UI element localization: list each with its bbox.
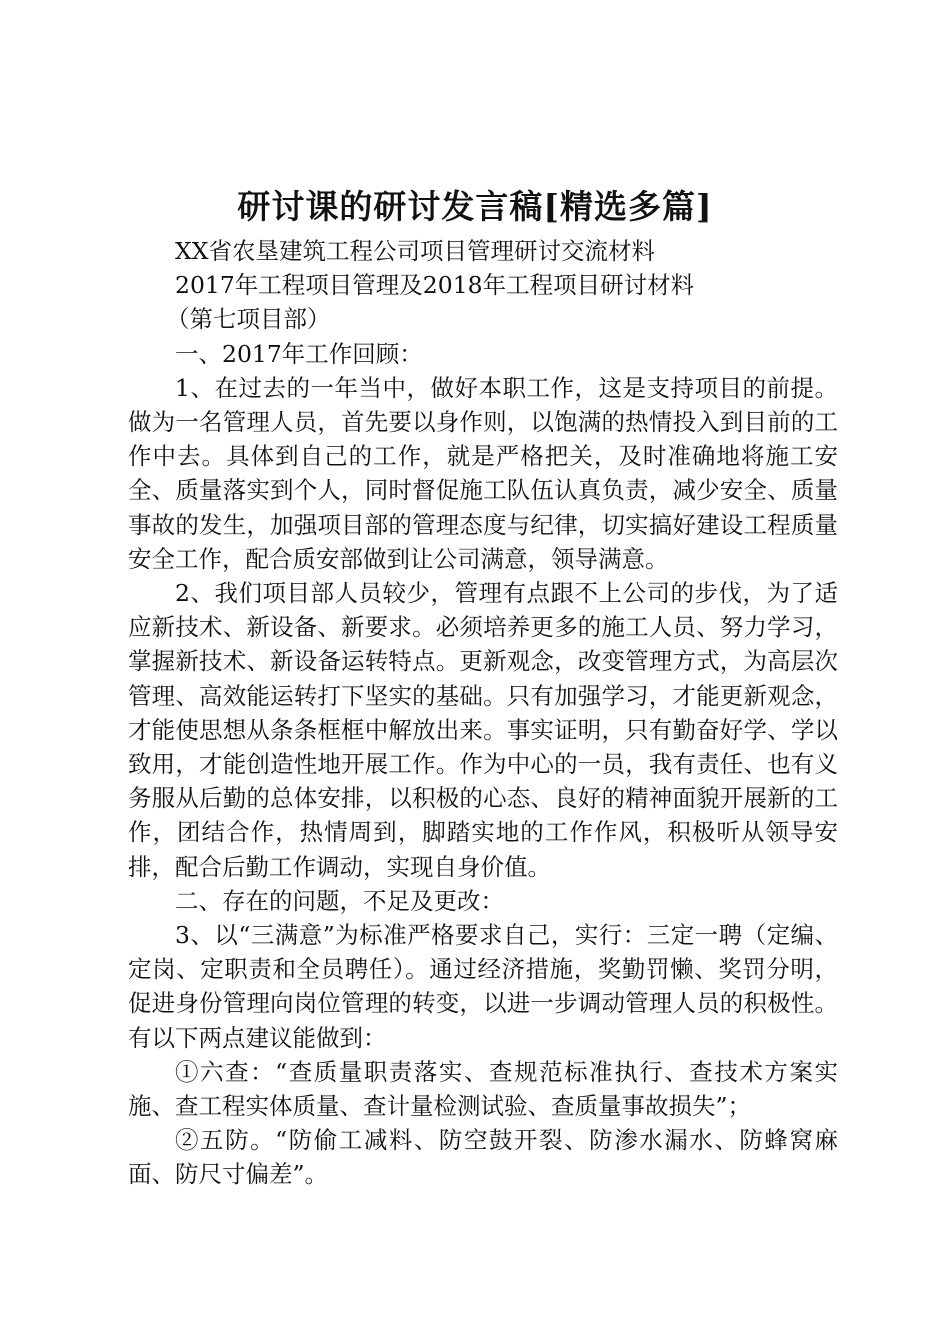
paragraph-2: 2、我们项目部人员较少，管理有点跟不上公司的步伐，为了适应新技术、新设备、新要求。必须培养更多的施工人员、努力学习，掌握新技术、新设备运转特点。更新观念，改变管理方式，为高层次管理、高效能运转打下坚实的基础。只有加强学习，才能更新观念，才能使思想从条条框框中解放出来。事实证明，只有勤奋好学、学以致用，才能创造性地开展工作。作为中心的一员，我有责任、也有义务服从后勤的总体安排，以积极的心态、良好的精神面貌开展新的工作，团结合作，热情周到，脚踏实地的工作作风，积极听从领导安排，配合后勤工作调动，实现自身价值。	[128, 579, 838, 881]
paragraph-3: 3、以“三满意”为标准严格要求自己，实行：三定一聘（定编、定岗、定职责和全员聘任）。通过经济措施，奖勤罚懒、奖罚分明，促进身份管理向岗位管理的转变，以进一步调动管理人员的积极性。有以下两点建议能做到：	[128, 921, 838, 1052]
paragraph-5: ②五防。“防偷工减料、防空鼓开裂、防渗水漏水、防蜂窝麻面、防尺寸偏差”。	[128, 1126, 838, 1189]
section-heading-1: 一、2017年工作回顾：	[175, 339, 423, 368]
document-title: 研讨课的研讨发言稿[精选多篇]	[237, 187, 713, 226]
paragraph-org: XX省农垦建筑工程公司项目管理研讨交流材料	[175, 237, 655, 265]
paragraph-1: 1、在过去的一年当中，做好本职工作，这是支持项目的前提。做为一名管理人员，首先要以身作则，以饱满的热情投入到目前的工作中去。具体到自己的工作，就是严格把关，及时准确地将施工安全、质量落实到个人，同时督促施工队伍认真负责，减少安全、质量事故的发生，加强项目部的管理态度与纪律，切实搞好建设工程质量安全工作，配合质安部做到让公司满意，领导满意。	[128, 373, 838, 573]
paragraph-subtitle: 2017年工程项目管理及2018年工程项目研讨材料	[175, 271, 695, 300]
section-heading-2: 二、存在的问题，不足及更改：	[175, 886, 504, 915]
paragraph-4: ①六查：“查质量职责落实、查规范标准执行、查技术方案实施、查工程实体质量、查计量检测试验、查质量事故损失”；	[128, 1057, 838, 1121]
paragraph-dept: （第七项目部）	[166, 305, 331, 334]
document-body	[128, 234, 838, 1192]
